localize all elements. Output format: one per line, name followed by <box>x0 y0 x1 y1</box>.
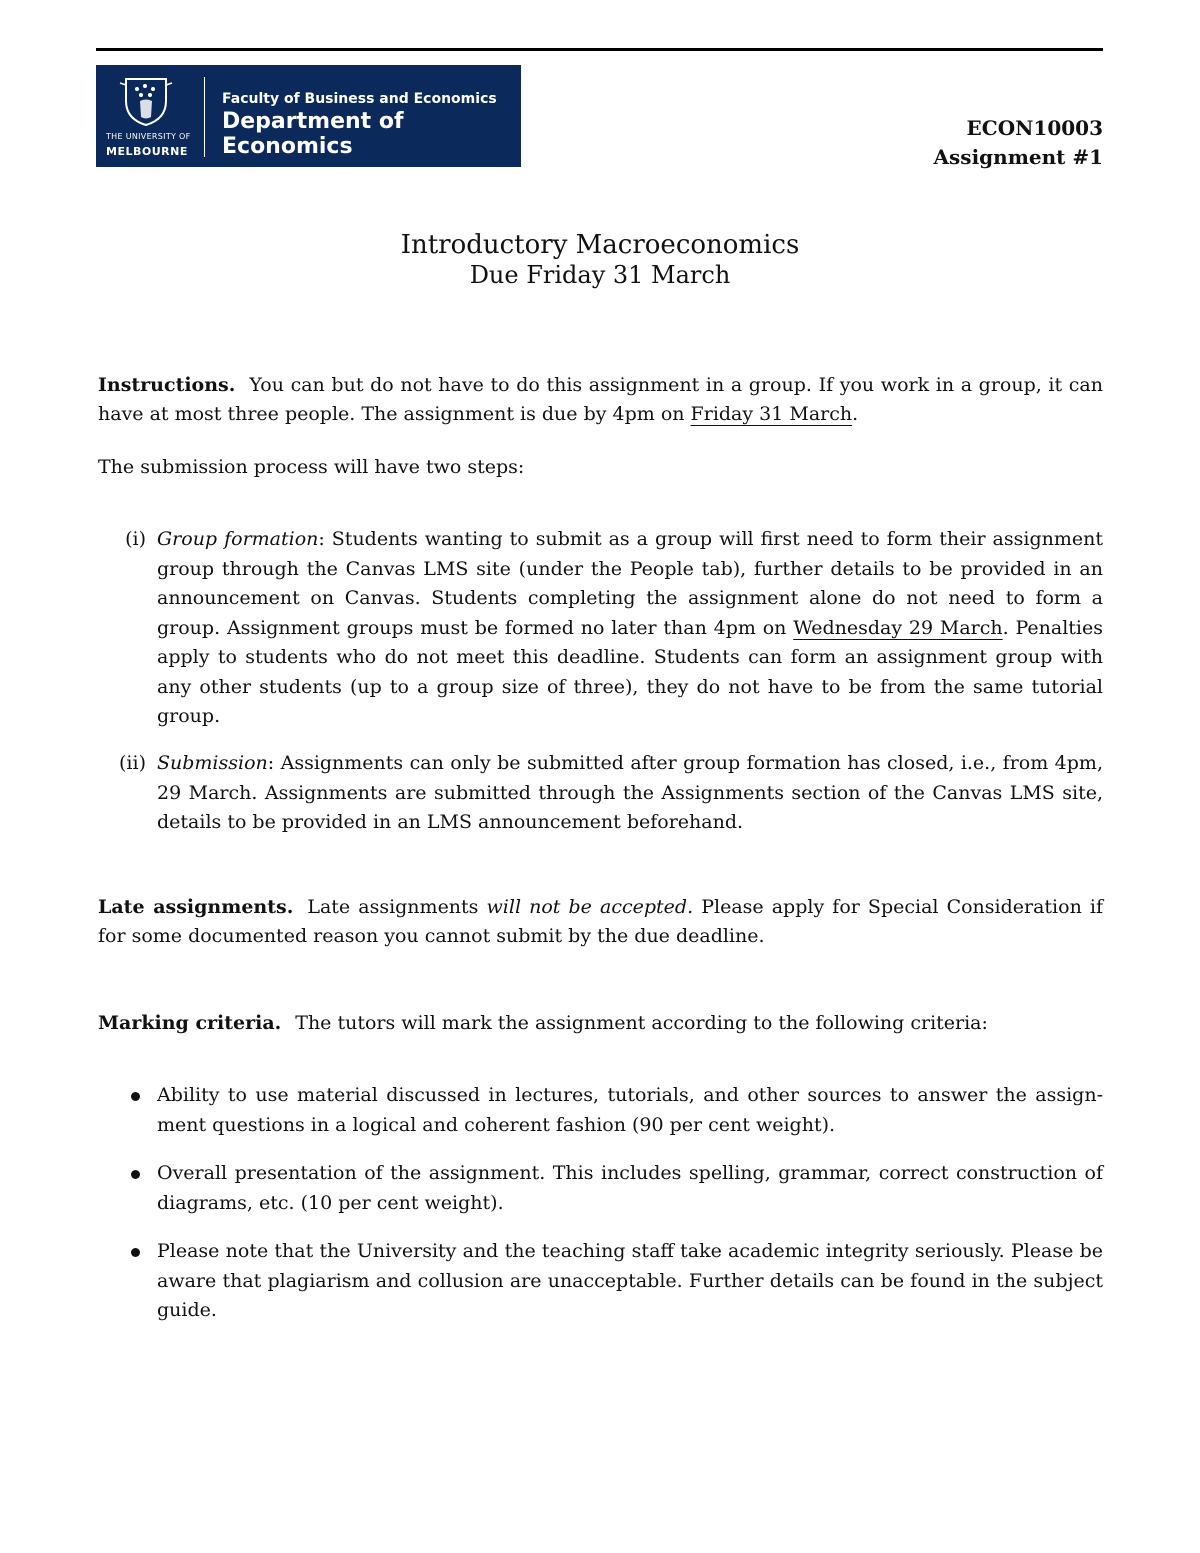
late-heading: Late assignments. <box>98 896 294 918</box>
criterion-text: Overall presentation of the assignment. This includes spelling, grammar, correct construction of diagrams, etc. (10 per cent weight). <box>157 1162 1103 1214</box>
university-crest-icon <box>118 75 174 127</box>
step-title: Submission <box>157 752 268 774</box>
step-body <box>157 525 1103 732</box>
instructions-text-end: . <box>852 403 859 425</box>
due-date: Friday 31 March <box>690 403 853 425</box>
instructions-paragraph <box>98 371 1103 429</box>
bullet-icon <box>131 1092 140 1101</box>
step-title: Group formation <box>157 528 319 550</box>
late-assignments-paragraph <box>98 893 1103 951</box>
instructions-heading: Instructions. <box>98 374 236 396</box>
assignment-number: Assignment #1 <box>933 145 1103 169</box>
criterion-text: Please note that the University and the teaching staff take academic integrity seriously. Please be aware that plagiarism and collusion are unacceptable. Further details can be found in the subject guide. <box>157 1240 1103 1321</box>
list-item <box>98 749 1103 838</box>
late-text-end: Please apply for Special Consideration if for some documented reason you cannot submit by the due deadline. <box>98 896 1104 947</box>
page-subtitle: Due Friday 31 March <box>469 261 731 289</box>
logo-faculty: Faculty of Business and Economics <box>222 91 497 107</box>
list-item <box>98 1159 1103 1218</box>
step-text: : Students wanting to submit as a group will first need to form their assignment group through the Canvas LMS site (under the People tab), further details to be provided in an announcement on Canvas. Students completing the assignment alone do not need to form a group. Assignment groups must be formed no later than 4pm on <box>157 528 1103 639</box>
page-title: Introductory Macroeconomics <box>400 230 800 260</box>
submission-intro: The submission process will have two steps: <box>98 456 525 478</box>
marking-heading: Marking criteria. <box>98 1012 282 1034</box>
step-body <box>157 749 1103 838</box>
step-text: : Assignments can only be submitted after group formation has closed, i.e., from 4pm, 29 March. Assignments are submitted through the Assignments section of the Canvas LMS site, details to be provided in an LMS announcement beforehand. <box>157 752 1103 833</box>
marking-intro: The tutors will mark the assignment according to the following criteria: <box>295 1012 988 1034</box>
course-code: ECON10003 <box>966 116 1103 140</box>
list-item <box>98 1237 1103 1326</box>
list-item <box>98 1081 1103 1140</box>
group-deadline: Wednesday 29 March <box>793 616 1003 639</box>
step-label: (ii) <box>119 752 146 774</box>
step-text-end: . Penalties apply to students who do not meet this deadline. Students can form an assignment group with any other students (up to a group size of three), they do not have to be from the same tutorial group. <box>157 616 1104 727</box>
logo-department: Department of Economics <box>222 109 404 159</box>
logo-divider <box>204 77 205 157</box>
late-text: Late assignments <box>307 896 487 918</box>
header-rule <box>96 48 1103 51</box>
marking-criteria-paragraph <box>98 1009 1103 1038</box>
step-label: (i) <box>125 528 146 550</box>
logo-university-line2: MELBOURNE <box>106 145 188 158</box>
bullet-icon <box>131 1248 140 1257</box>
instructions-text: You can but do not have to do this assignment in a group. If you work in a group, it can have at most three people. The assignment is due by 4pm on <box>98 374 1103 425</box>
list-item <box>98 525 1103 732</box>
late-emphasis: will not be accepted. <box>486 896 694 918</box>
criterion-text: Ability to use material discussed in lectures, tutorials, and other sources to answer the assignment questions in a logical and coherent fashion (90 per cent weight). <box>157 1084 1103 1136</box>
university-logo <box>96 65 521 167</box>
logo-university-line1: THE UNIVERSITY OF <box>106 132 191 141</box>
bullet-icon <box>131 1170 140 1179</box>
